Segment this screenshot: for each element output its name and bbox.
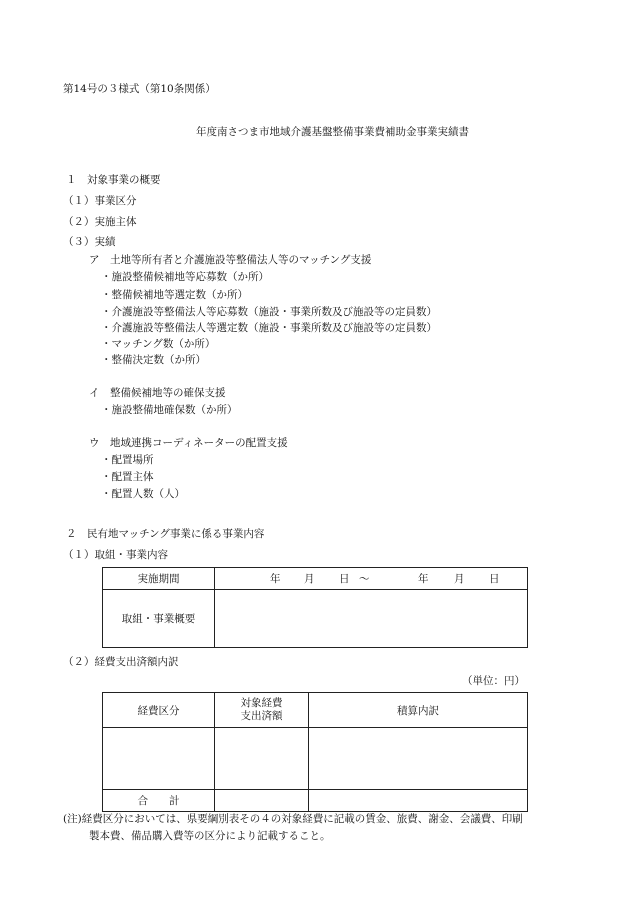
overview-field[interactable] [215,590,528,648]
start-year: 年 [270,572,281,585]
spent-amount-cell[interactable] [215,728,309,790]
end-day: 日 [489,572,500,585]
form-number: 第14号の３様式（第10条関係） [63,83,216,95]
period-label: 実施期間 [103,568,215,590]
list-item: ・配置人数（人） [101,488,185,500]
section1-heading: １ 対象事業の概要 [66,174,161,186]
total-breakdown-cell[interactable] [309,790,528,812]
calculation-breakdown-cell[interactable] [309,728,528,790]
list-item: ・施設整備地確保数（か所） [101,404,238,416]
list-item: ・マッチング数（か所） [101,338,216,350]
header-calculation-breakdown: 積算内訳 [309,693,528,728]
subitem-i-heading: イ 整備候補地等の確保支援 [89,387,226,399]
expense-table [102,692,528,812]
list-item: ・施設整備候補地等応募数（か所） [101,271,269,283]
section2-heading: ２ 民有地マッチング事業に係る事業内容 [66,528,265,540]
list-item: ・配置場所 [101,454,154,466]
list-item: ・介護施設等整備法人等選定数（施設・事業所数及び施設等の定員数） [101,322,437,334]
note-line-2: 製本費、備品購入費等の区分により記載すること。 [89,830,331,842]
end-month: 月 [454,572,465,585]
total-amount-cell[interactable] [215,790,309,812]
activity-table [102,567,528,648]
page-title: 年度南さつま市地域介護基盤整備事業費補助金事業実績書 [196,126,469,138]
subsection-expense-heading: （２）経費支出済額内訳 [63,656,179,668]
expense-category-cell[interactable] [103,728,215,790]
subitem-u-heading: ウ 地域連携コーディネーターの配置支援 [89,437,288,449]
end-year: 年 [418,572,429,585]
subsection-content-heading: （１）取組・事業内容 [63,549,168,561]
total-label: 合 計 [103,790,215,812]
start-day: 日 [339,572,350,585]
header-spent-amount: 対象経費 支出済額 [215,693,309,728]
unit-label: （単位：円） [462,675,525,687]
list-item: ・配置主体 [101,471,154,483]
period-field[interactable] [215,568,528,590]
item-business-category: （１）事業区分 [63,195,137,207]
list-item: ・整備候補地等選定数（か所） [101,289,248,301]
start-month: 月 [304,572,315,585]
list-item: ・介護施設等整備法人等応募数（施設・事業所数及び施設等の定員数） [101,306,437,318]
period-tilde: ～ [359,572,370,585]
header-expense-category: 経費区分 [103,693,215,728]
subitem-a-heading: ア 土地等所有者と介護施設等整備法人等のマッチング支援 [89,254,372,266]
note-line-1: (注)経費区分においては、県要綱別表その４の対象経費に記載の賃金、旅費、謝金、会議費、印刷 [63,813,523,825]
list-item: ・整備決定数（か所） [101,354,206,366]
item-implementing-body: （２）実施主体 [63,216,137,228]
item-results: （３）実績 [63,236,116,248]
overview-label: 取組・事業概要 [103,590,215,648]
